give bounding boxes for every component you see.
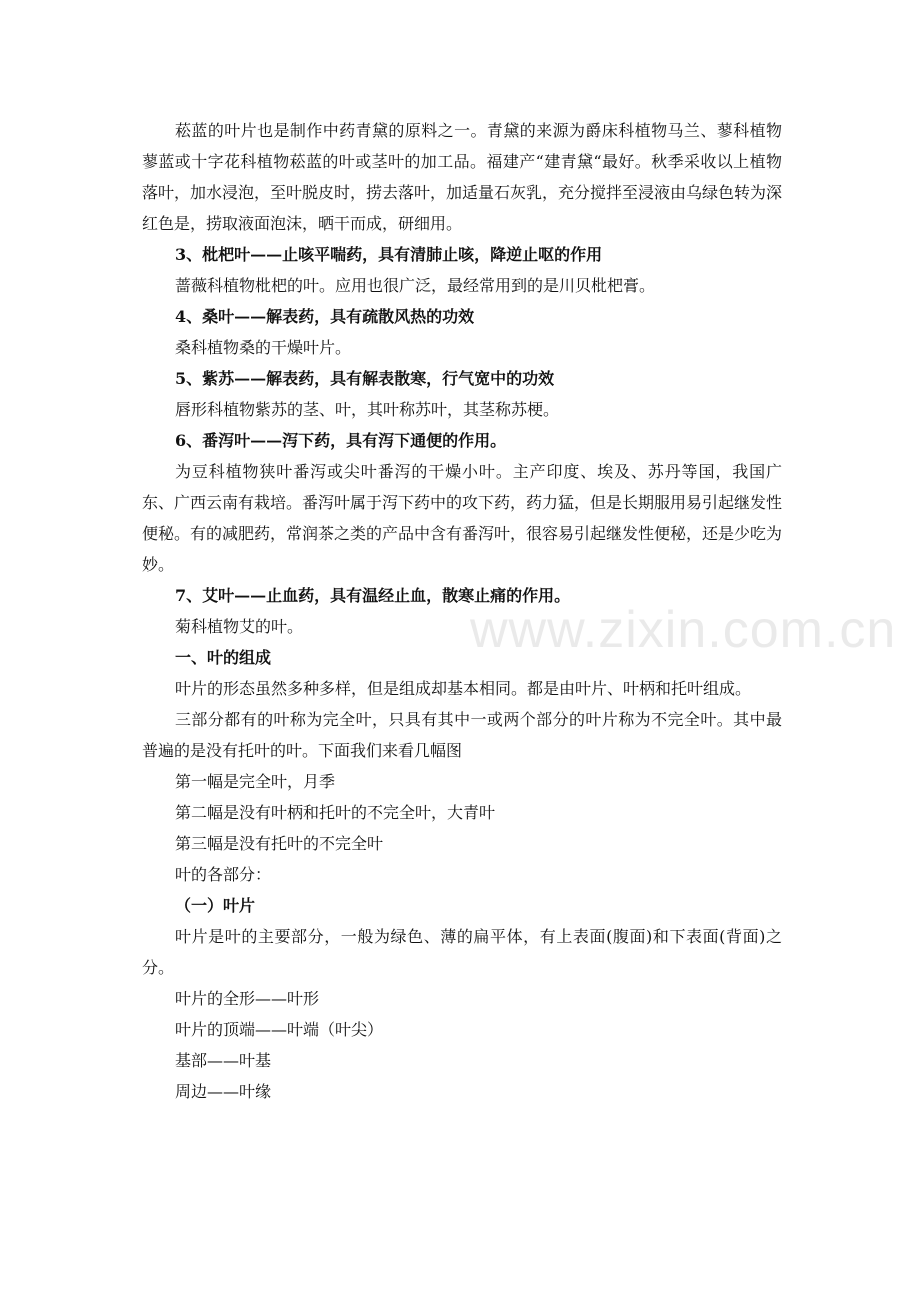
paragraph-leaf-parts: 叶的各部分：	[175, 865, 272, 884]
heading-sang-ye: 4、桑叶——解表药，具有疏散风热的功效	[175, 307, 475, 326]
heading-leaf-composition: 一、叶的组成	[175, 648, 272, 667]
watermark: www.zixin.com.cn	[470, 601, 897, 659]
heading-ai-ye: 7、艾叶——止血药，具有温经止血，散寒止痛的作用。	[175, 586, 571, 605]
paragraph-sang-ye: 桑科植物桑的干燥叶片。	[175, 338, 352, 357]
paragraph-leaf-margin: 周边——叶缘	[175, 1082, 272, 1101]
heading-blade: （一）叶片	[175, 896, 256, 915]
paragraph-zisu: 唇形科植物紫苏的茎、叶，其叶称苏叶，其茎称苏梗。	[175, 400, 560, 419]
heading-fanxie-ye: 6、番泻叶——泻下药，具有泻下通便的作用。	[175, 431, 507, 450]
heading-pipa-ye: 3、枇杷叶——止咳平喘药，具有清肺止咳，降逆止呕的作用	[175, 245, 603, 264]
heading-zisu: 5、紫苏——解表药，具有解表散寒，行气宽中的功效	[175, 369, 555, 388]
paragraph-qingdai: 菘蓝的叶片也是制作中药青黛的原料之一。青黛的来源为爵床科植物马兰、蓼科植物蓼蓝或十字花科植物菘蓝的叶或茎叶的加工品。福建产“建青黛“最好。秋季采收以上植物落叶，加水浸泡，至叶脱皮时，捞去落叶，加适量石灰乳，充分搅拌至浸液由乌绿色转为深红色是，捞取液面泡沫，晒干而成，研细用。	[142, 121, 783, 233]
paragraph-fanxie-ye: 为豆科植物狭叶番泻或尖叶番泻的干燥小叶。主产印度、埃及、苏丹等国，我国广东、广西云南有栽培。番泻叶属于泻下药中的攻下药，药力猛，但是长期服用易引起继发性便秘。有的减肥药，常润茶之类的产品中含有番泻叶，很容易引起继发性便秘，还是少吃为妙。	[142, 462, 783, 574]
paragraph-ai-ye: 菊科植物艾的叶。	[175, 617, 304, 636]
paragraph-leaf-base: 基部——叶基	[175, 1051, 272, 1070]
paragraph-figure-3: 第三幅是没有托叶的不完全叶	[175, 834, 384, 853]
paragraph-leaf-shape: 叶片的全形——叶形	[175, 989, 320, 1008]
paragraph-leaf-composition: 叶片的形态虽然多种多样，但是组成却基本相同。都是由叶片、叶柄和托叶组成。	[175, 679, 752, 698]
paragraph-leaf-apex: 叶片的顶端——叶端（叶尖）	[175, 1020, 384, 1039]
paragraph-complete-leaf: 三部分都有的叶称为完全叶，只具有其中一或两个部分的叶片称为不完全叶。其中最普遍的是没有托叶的叶。下面我们来看几幅图	[142, 710, 782, 760]
paragraph-blade-description: 叶片是叶的主要部分，一般为绿色、薄的扁平体，有上表面(腹面)和下表面(背面)之分。	[142, 927, 782, 977]
paragraph-figure-2: 第二幅是没有叶柄和托叶的不完全叶，大青叶	[175, 803, 496, 822]
paragraph-figure-1: 第一幅是完全叶，月季	[175, 772, 336, 791]
paragraph-pipa-ye: 蔷薇科植物枇杷的叶。应用也很广泛，最经常用到的是川贝枇杷膏。	[175, 276, 656, 295]
